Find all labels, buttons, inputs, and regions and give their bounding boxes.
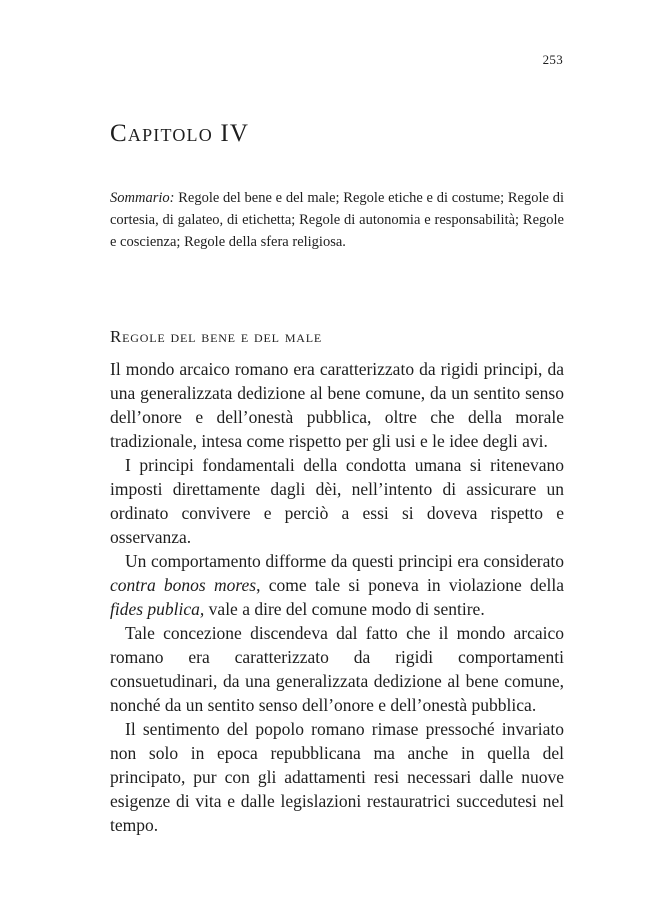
paragraph: [110, 549, 564, 621]
summary-text: Regole del bene e del male; Regole etiche e di costume; Regole di cortesia, di galateo, di etichetta; Regole di autonomia e responsabilità; Regole e coscienza; Regole della sfera religiosa.: [110, 190, 564, 250]
summary-label: Sommario:: [110, 190, 175, 206]
paragraph: I principi fondamentali della condotta umana si ritenevano imposti direttamente dagli dèi, nell’intento di assicurare un ordinato convivere e perciò a essi si doveva rispetto e osservanza.: [110, 455, 564, 547]
paragraph: Il sentimento del popolo romano rimase pressoché invariato non solo in epoca repubblicana ma anche in quella del principato, pur con gli adattamenti resi necessari dalle nuove esigenze di vita e dalle legislazioni restauratrici succedutesi nel tempo.: [110, 719, 564, 835]
page-number: 253: [542, 52, 563, 67]
latin-phrase: fides publica,: [110, 599, 205, 619]
chapter-title: Capitolo IV: [110, 120, 250, 147]
paragraph: Il mondo arcaico romano era caratterizzato da rigidi principi, da una generalizzata dedizione al bene comune, da un sentito senso dell’onore e dell’onestà pubblica, oltre che della morale tradizionale, intesa come rispetto per gli usi e le idee degli avi.: [110, 359, 564, 451]
paragraph-text: , come tale si poneva in violazione della: [256, 575, 564, 595]
paragraph-text: vale a dire del comune modo di sentire.: [204, 599, 485, 619]
chapter-summary: [110, 187, 564, 253]
paragraph: Tale concezione discendeva dal fatto che il mondo arcaico romano era caratterizzato da rigidi comportamenti consuetudinari, da una generalizzata dedizione al bene comune, nonché da un sentito senso dell’onore e dell’onestà pubblica.: [110, 623, 564, 715]
body-text: [110, 357, 564, 837]
section-heading: Regole del bene e del male: [110, 327, 323, 346]
latin-phrase: contra bonos mores: [110, 575, 257, 595]
paragraph-text: Un comportamento difforme da questi principi era considerato: [125, 551, 564, 571]
